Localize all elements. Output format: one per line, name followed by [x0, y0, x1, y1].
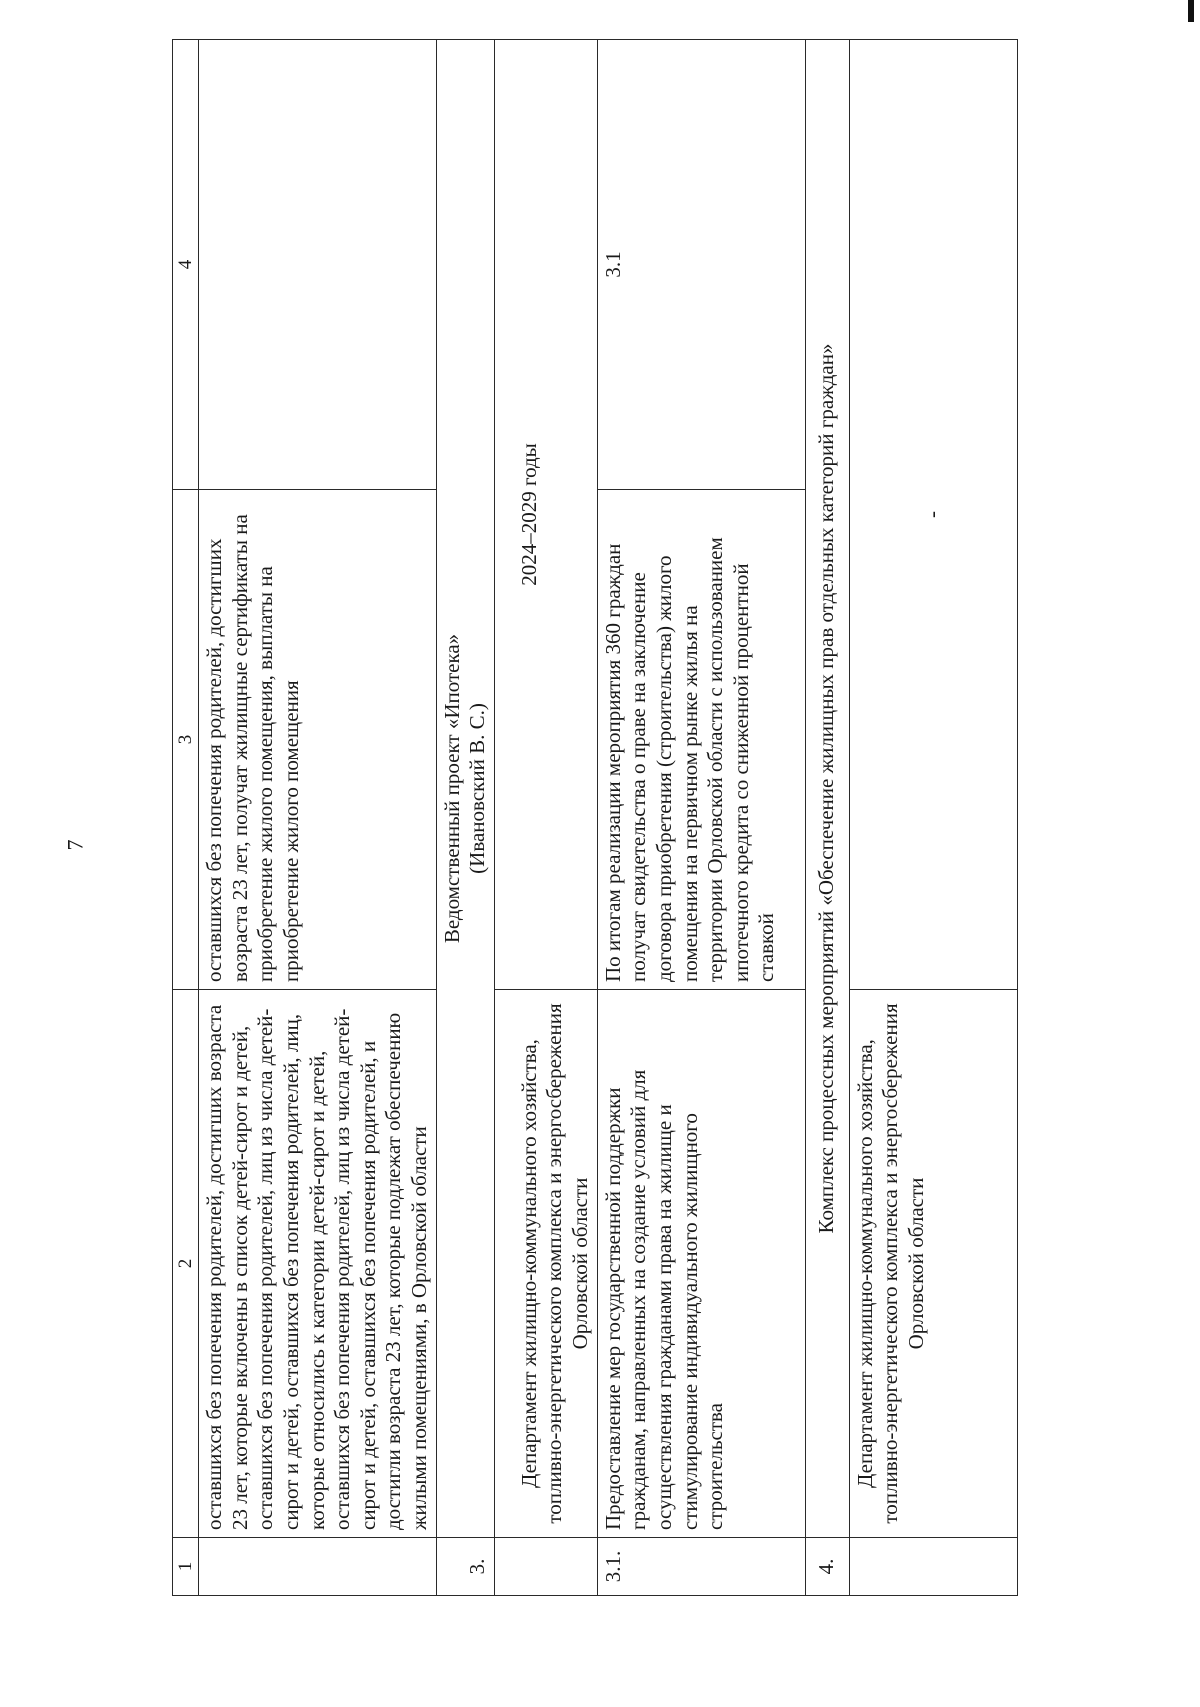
table-row-continuation: [199, 40, 436, 1596]
scan-edge-mark: [1188, 0, 1194, 22]
period-cell: 2024–2029 годы: [494, 40, 597, 990]
section-title: [436, 40, 494, 1538]
row-number-cell: 4.: [805, 1538, 849, 1596]
result-cell: По итогам реализации мероприятия 360 граждан получат свидетельства о праве на заключение договора приобретения (строительства) жилого помещения на первичном рынке жилья на территории Орловской области с использованием ипотечного кредита со сниженной процентной ставкой: [597, 490, 805, 990]
result-cell: оставшихся без попечения родителей, достигших возраста 23 лет, получат жилищные сертификаты на приобретение жилого помещения, выплаты на приобретение жилого помещения: [199, 490, 436, 990]
column-number-4: 4: [173, 40, 199, 490]
row-number-cell: [199, 1538, 436, 1596]
column-number-3: 3: [173, 490, 199, 990]
row-number-cell: [849, 1538, 1017, 1596]
page-number: 7: [62, 839, 88, 851]
rotated-table-wrapper: [172, 40, 976, 1596]
task-cell: Предоставление мер государственной поддержки гражданам, направленных на создание условий для осуществления гражданами права на жилище и стимулирование индивидуального жилищного строительства: [597, 990, 805, 1538]
table-row-section-3-dept: [494, 40, 597, 1596]
column-number-row: [173, 40, 199, 1596]
section-title-line: Ведомственный проект «Ипотека»: [439, 633, 464, 944]
column-number-2: 2: [173, 990, 199, 1538]
link-cell: [199, 40, 436, 490]
column-number-1: 1: [173, 1538, 199, 1596]
table-row-section-3: [436, 40, 494, 1596]
measures-table: [172, 39, 1018, 1596]
link-cell: 3.1: [597, 40, 805, 490]
table-row-section-4: [805, 40, 849, 1596]
section-title: Комплекс процессных мероприятий «Обеспечение жилищных прав отдельных категорий граждан»: [805, 40, 849, 1538]
row-number-cell: [494, 1538, 597, 1596]
table-row-section-4-dept: [849, 40, 1017, 1596]
period-cell: -: [849, 40, 1017, 990]
department-cell: Департамент жилищно-коммунального хозяйства, топливно-энергетического комплекса и энергосбережения Орловской области: [849, 990, 1017, 1538]
task-cell: оставшихся без попечения родителей, достигших возраста 23 лет, которые включены в список детей-сирот и детей, оставшихся без попечения родителей, лиц из числа детей-сирот и детей, оставшихся без попечения родителей, лиц, которые относились к категории детей-сирот и детей, оставшихся без попечения родителей, лиц из числа детей-сирот и детей, оставшихся без попечения родителей, и достигли возраста 23 лет, которые подлежат обеспечению жилыми помещениями, в Орловской области: [199, 990, 436, 1538]
table-row-3-1: [597, 40, 805, 1596]
row-number-cell: 3.: [436, 1538, 494, 1596]
department-cell: Департамент жилищно-коммунального хозяйства, топливно-энергетического комплекса и энергосбережения Орловской области: [494, 990, 597, 1538]
section-responsible: (Ивановский В. С.): [465, 703, 490, 874]
row-number-cell: 3.1.: [597, 1538, 805, 1596]
